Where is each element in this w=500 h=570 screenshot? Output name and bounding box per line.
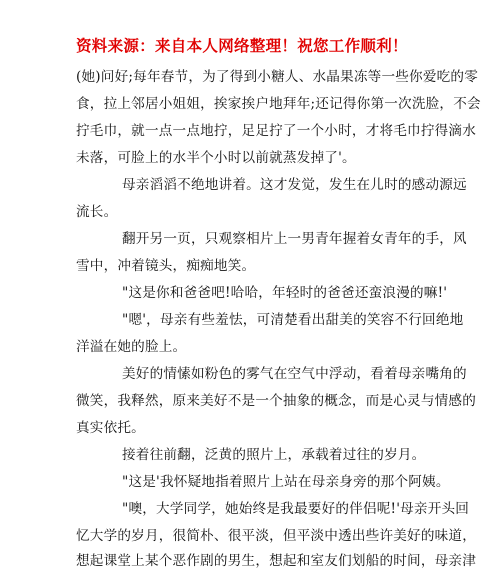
body-line: 真实依托。 xyxy=(76,420,145,436)
paragraph-start-line: "噢，大学同学，她始终是我最要好的伴侣呢!'母亲开头回 xyxy=(122,501,470,517)
body-line: 想起课堂上某个恶作剧的男生，想起和室友们划船的时间，母亲津 xyxy=(76,553,477,569)
paragraph-start-line: 接着往前翻，泛黄的照片上，承载着过往的岁月。 xyxy=(122,447,426,463)
paragraph-start-line: "这是你和爸爸吧!哈哈，年轻时的爸爸还蛮浪漫的嘛!' xyxy=(122,285,448,301)
body-line: 食，拉上邻居小姐姐，挨家挨户地拜年;还记得你第一次洗脸，不会 xyxy=(76,96,481,112)
paragraph-start-line: 翻开另一页，只观察相片上一男青年握着女青年的手，风 xyxy=(122,231,467,247)
body-line: 未落，可脸上的水半个小时以前就蒸发掉了'。 xyxy=(76,150,356,166)
body-line: 忆大学的岁月，很简朴、很平淡，但平淡中透出些许美好的味道， xyxy=(76,528,477,544)
body-line: 拧毛巾，就一点一点地拧，足足拧了一个小时，才将毛巾拧得滴水 xyxy=(76,123,477,139)
paragraph-start-line: 美好的情愫如粉色的雾气在空气中浮动，看着母亲嘴角的 xyxy=(122,366,467,382)
body-line: 微笑，我释然，原来美好不是一个抽象的概念，而是心灵与情感的 xyxy=(76,393,477,409)
body-line: 流长。 xyxy=(76,204,118,220)
paragraph-start-line: 母亲滔滔不绝地讲着。这才发觉，发生在儿时的感动源远 xyxy=(122,177,467,193)
paragraph-start-line: "这是'我怀疑地指着照片上站在母亲身旁的那个阿姨。 xyxy=(122,474,450,490)
body-line: 雪中，冲着镜头，痴痴地笑。 xyxy=(76,258,256,274)
body-line: (她)问好;每年春节，为了得到小糖人、水晶果冻等一些你爱吃的零 xyxy=(76,69,479,85)
paragraph-start-line: "嗯'，母亲有些羞怯，可清楚看出甜美的笑容不行回绝地 xyxy=(122,312,464,328)
body-line: 洋溢在她的脸上。 xyxy=(76,339,187,355)
source-header: 资料来源：来自本人网络整理！祝您工作顺利！ xyxy=(76,37,408,55)
